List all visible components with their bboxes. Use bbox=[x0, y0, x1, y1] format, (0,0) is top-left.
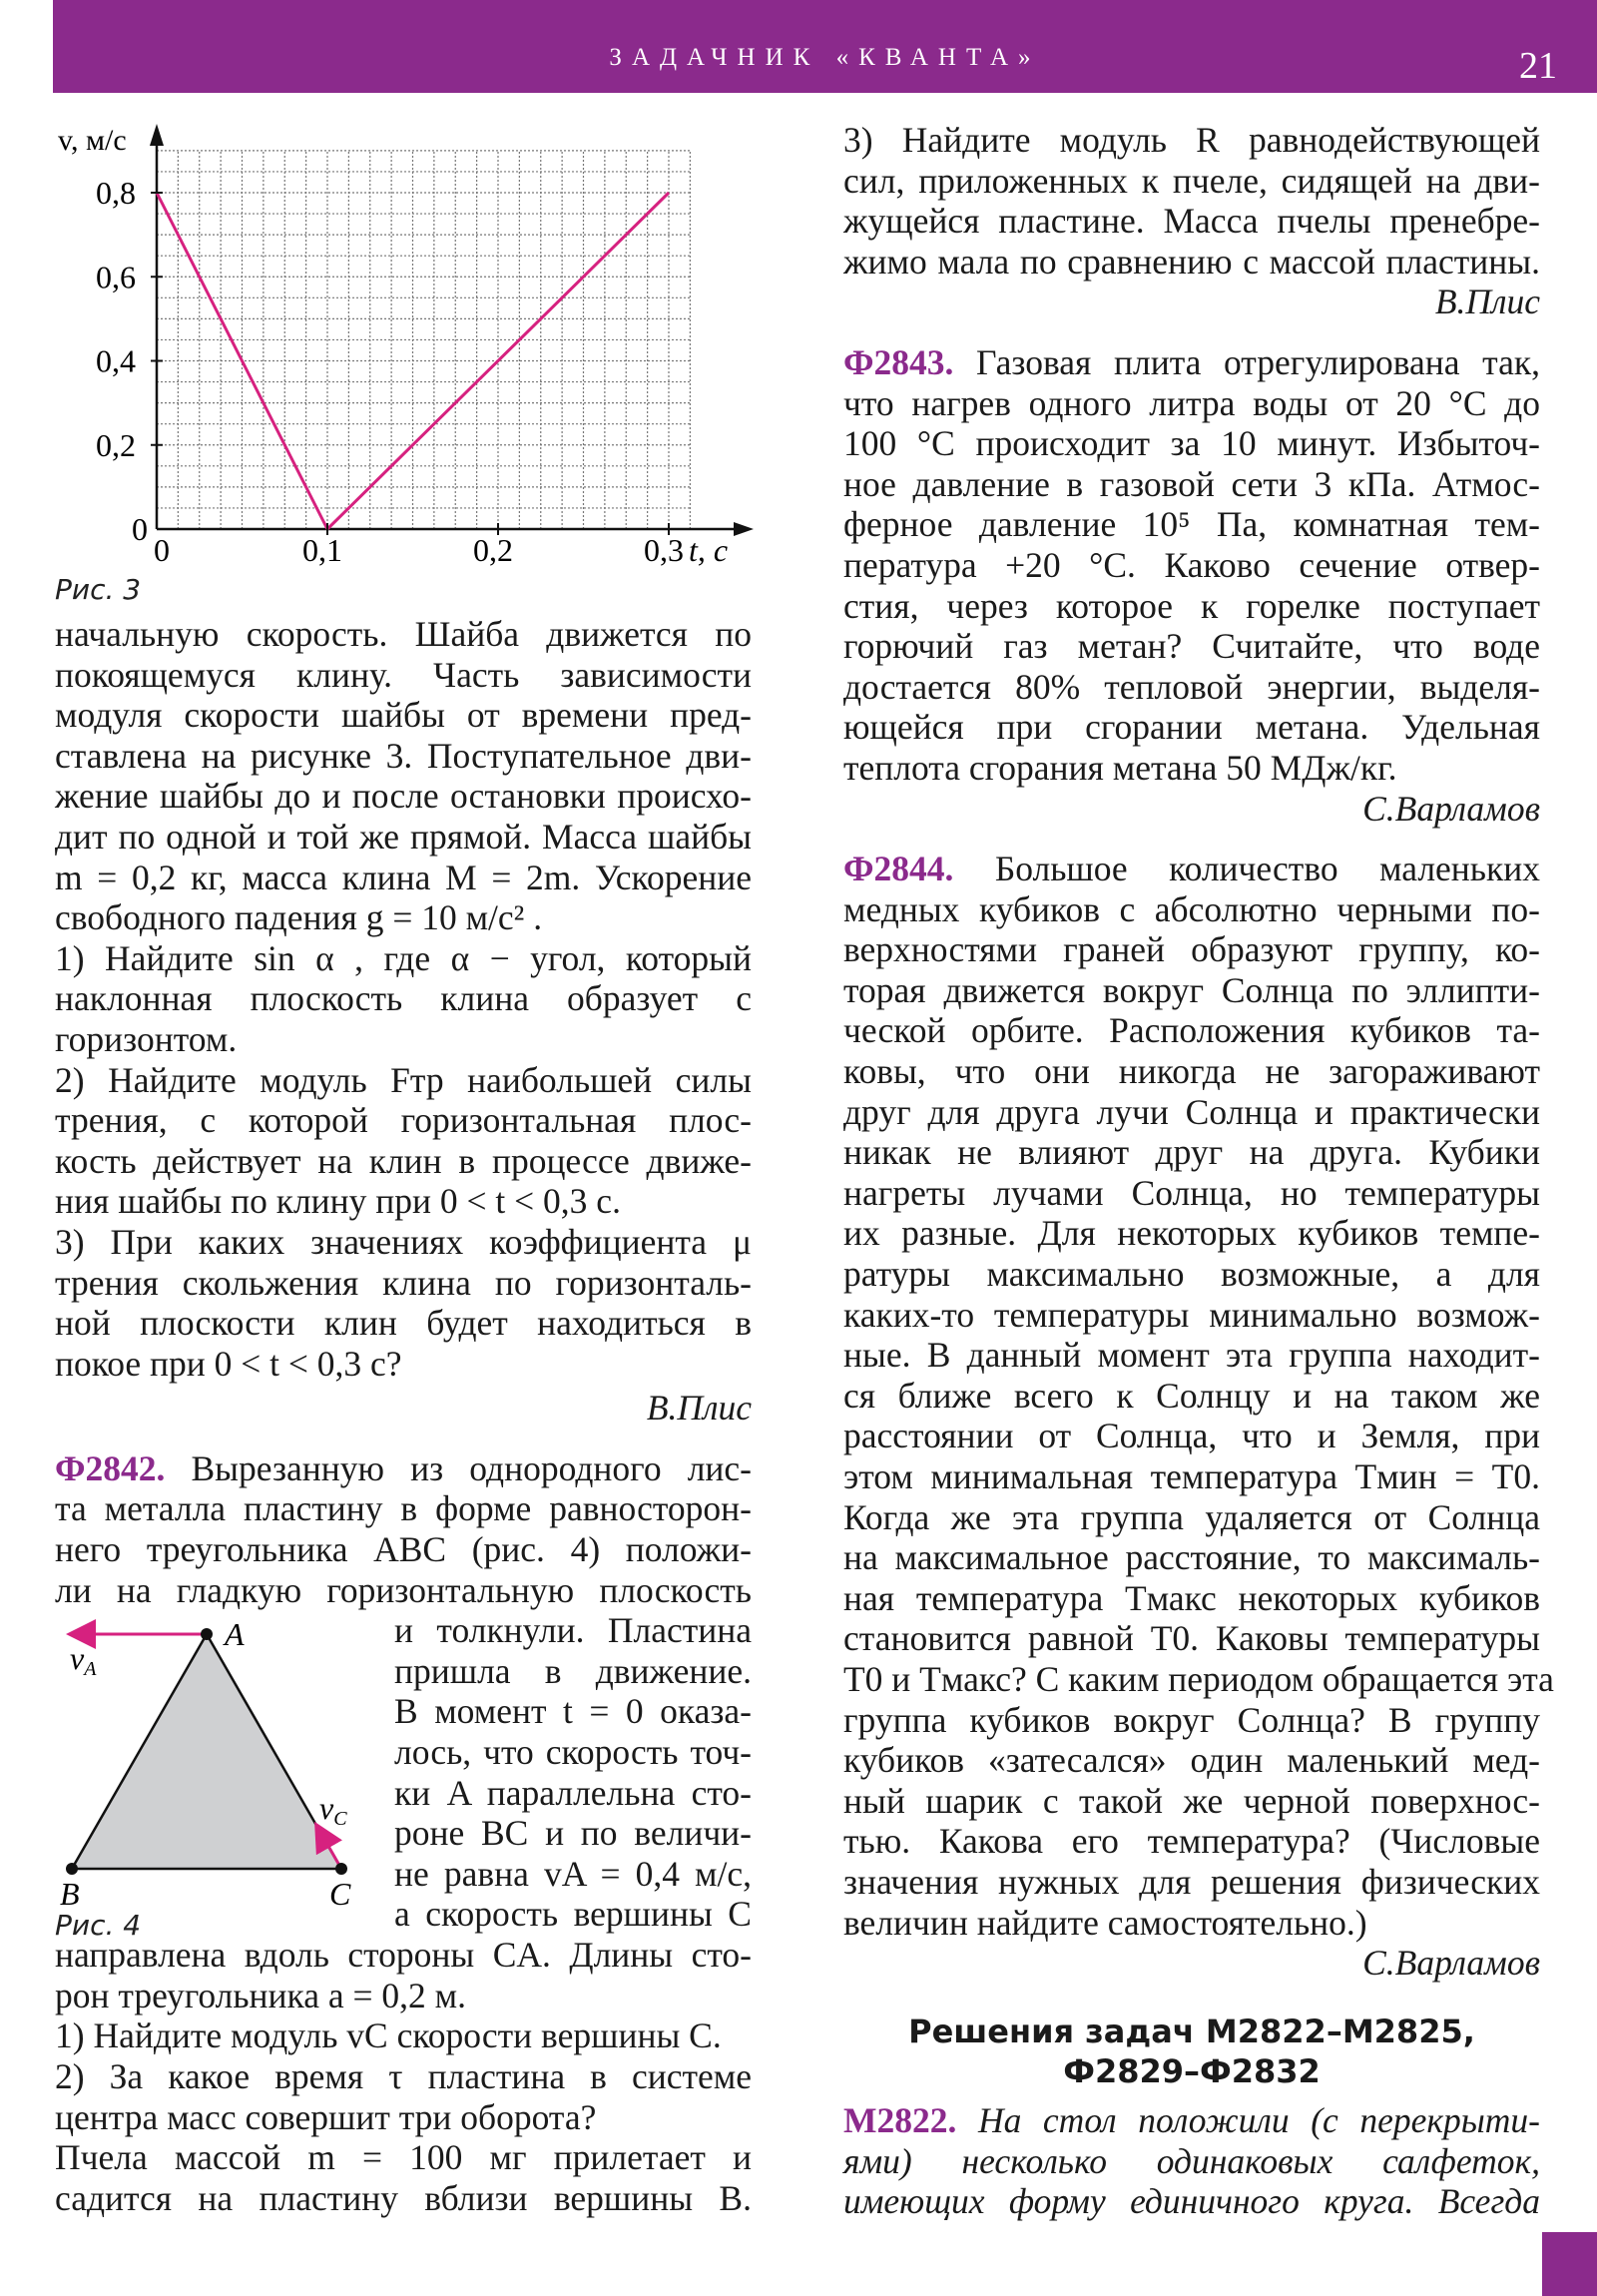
text-line: торая движется вокруг Солнца по эллипти- bbox=[843, 969, 1540, 1010]
y-tick-label: 0,2 bbox=[96, 426, 136, 463]
text-line: ющейся при сгорании метана. Удельная bbox=[843, 707, 1540, 748]
f2841-question-1 bbox=[55, 938, 752, 1060]
vector-c-label: vC bbox=[319, 1790, 347, 1830]
text-line: сил, приложенных к пчеле, сидящей на дви- bbox=[843, 160, 1540, 201]
text-line: друг для друга лучи Солнца и практически bbox=[843, 1091, 1540, 1132]
problem-m2822-text: На стол положили (с перекрыти- bbox=[956, 2100, 1540, 2140]
x-tick-label: 0,2 bbox=[473, 532, 513, 568]
problem-f2844-text-lines bbox=[843, 888, 1554, 1943]
x-tick-label: 0,1 bbox=[302, 532, 342, 568]
text-line: дит по одной и той же прямой. Масса шайбы bbox=[55, 816, 752, 857]
triangle-plate bbox=[72, 1634, 341, 1869]
text-line: теплота сгорания метана 50 МДж/кг. bbox=[843, 747, 1397, 788]
text-line: ной плоскости клин будет находиться в bbox=[55, 1303, 752, 1344]
text-line: Когда же эта группа удаляется от Солнца bbox=[843, 1496, 1540, 1537]
chart-axes bbox=[150, 124, 754, 536]
text-line: покоящемуся клину. Часть зависимости bbox=[55, 654, 752, 695]
y-axis-arrow bbox=[150, 124, 164, 146]
text-line: стия, через которое к горелке поступает bbox=[843, 585, 1540, 626]
problem-f2844-text: Большое количество маленьких bbox=[953, 849, 1540, 889]
author-signature: С.Варламов bbox=[1362, 1943, 1540, 1984]
triangle-figure bbox=[40, 1597, 419, 1937]
vertex-c-dot bbox=[335, 1863, 347, 1875]
x-axis-label: t, с bbox=[689, 532, 729, 568]
chart-grid bbox=[157, 151, 690, 529]
text-line: трения, с которой горизонтальная плос- bbox=[55, 1100, 752, 1141]
y-tick-label: 0,6 bbox=[96, 259, 136, 295]
problem-f2842-question-2 bbox=[55, 2056, 752, 2137]
page-number: 21 bbox=[1519, 45, 1557, 87]
text-line: ния шайбы по клину при 0 < t < 0,3 с. bbox=[55, 1181, 621, 1222]
author-signature: В.Плис bbox=[1434, 282, 1540, 322]
text-line: ями) несколько одинаковых салфеток, bbox=[843, 2140, 1540, 2181]
text-line: ферное давление 10⁵ Па, комнатная тем- bbox=[843, 504, 1540, 545]
text-line: не равна vA = 0,4 м/с, bbox=[394, 1853, 752, 1894]
text-line: 2) Найдите модуль Fтр наибольшей силы bbox=[55, 1059, 752, 1100]
text-line: В момент t = 0 оказа- bbox=[394, 1691, 752, 1732]
f2841-continuation bbox=[55, 614, 752, 938]
text-line: жение шайбы до и после остановки происхо- bbox=[55, 776, 752, 817]
y-tick-label: 0,8 bbox=[96, 175, 136, 211]
section-title-line-2: Ф2829–Ф2832 bbox=[1063, 2052, 1321, 2090]
text-line: ли на гладкую горизонтальную плоскость bbox=[55, 1569, 752, 1610]
text-line: медных кубиков с абсолютно черными по- bbox=[843, 888, 1540, 929]
text-line: кость действует на клин в процессе движе- bbox=[55, 1140, 752, 1181]
text-line: ный шарик с такой же черной поверхнос- bbox=[843, 1780, 1540, 1821]
problem-f2842-question-1: 1) Найдите модуль vC скорости вершины C. bbox=[55, 2015, 722, 2056]
text-line: ставлена на рисунке 3. Поступательное дви- bbox=[55, 735, 752, 776]
vertex-b-dot bbox=[66, 1863, 78, 1875]
text-line: тью. Какова его температура? (Числовые bbox=[843, 1821, 1540, 1862]
text-line: каких-то температуры минимально возмож- bbox=[843, 1294, 1540, 1335]
figure-4-caption: Рис. 4 bbox=[55, 1909, 142, 1942]
text-line: группа кубиков вокруг Солнца? В группу bbox=[843, 1699, 1540, 1740]
text-line: ная температура Tмакс некоторых кубиков bbox=[843, 1577, 1540, 1618]
text-line: что нагрев одного литра воды от 20 °С до bbox=[843, 382, 1540, 423]
author-signature: В.Плис bbox=[646, 1388, 752, 1429]
text-line: ратуры максимально возможные, а для bbox=[843, 1254, 1540, 1295]
text-line: ся ближе всего к Солнцу и на таком же bbox=[843, 1375, 1540, 1416]
text-line: а скорость вершины C bbox=[394, 1894, 752, 1935]
text-line: Пчела массой m = 100 мг прилетает и bbox=[55, 2137, 752, 2178]
problem-label-f2843: Ф2843. bbox=[843, 341, 954, 382]
vertex-c-label: C bbox=[329, 1876, 351, 1912]
text-line: садится на пластину вблизи вершины B. bbox=[55, 2177, 752, 2218]
text-line: лось, что скорость точ- bbox=[394, 1732, 752, 1773]
text-line: на максимальное расстояние, то максималь- bbox=[843, 1537, 1540, 1578]
y-axis-label: v, м/с bbox=[58, 124, 127, 157]
problem-m2822-text-lines bbox=[843, 2141, 1540, 2222]
f2841-question-3 bbox=[55, 1222, 752, 1384]
problem-f2843-text-lines bbox=[843, 383, 1540, 789]
x-tick-label: 0 bbox=[154, 532, 170, 568]
text-line: направлена вдоль стороны CA. Длины сто- bbox=[55, 1935, 752, 1976]
text-line: верхностями граней образуют группу, ко- bbox=[843, 929, 1540, 970]
text-line: T0 и Tмакс? С каким периодом обращается эта bbox=[843, 1658, 1554, 1699]
text-line: достается 80% тепловой энергии, выделя- bbox=[843, 666, 1540, 707]
problem-f2844-first-line bbox=[843, 849, 1540, 889]
running-header bbox=[53, 0, 1597, 93]
f2841-question-2 bbox=[55, 1060, 752, 1222]
solutions-section-title bbox=[843, 2011, 1540, 2091]
problem-f2842-first-line bbox=[55, 1448, 752, 1489]
text-line: жущейся пластине. Масса пчелы пренебре- bbox=[843, 201, 1540, 242]
vector-a-label: vA bbox=[70, 1640, 97, 1680]
chart-tick-labels bbox=[96, 175, 684, 568]
problem-label-f2842: Ф2842. bbox=[55, 1447, 166, 1488]
x-axis-arrow bbox=[734, 522, 754, 536]
y-tick-label: 0 bbox=[132, 511, 148, 547]
text-line: горизонтом. bbox=[55, 1018, 238, 1059]
y-tick-label: 0,4 bbox=[96, 342, 136, 379]
text-line: ное давление в газовой сети 3 кПа. Атмос- bbox=[843, 463, 1540, 504]
problem-f2842-text-after-figure bbox=[55, 1935, 752, 2015]
problem-f2842-text: Вырезанную из однородного лис- bbox=[165, 1447, 752, 1488]
text-line: него треугольника ABC (рис. 4) положи- bbox=[55, 1529, 752, 1570]
text-line: наклонная плоскость клина образует с bbox=[55, 978, 752, 1019]
problem-m2822-first-line bbox=[843, 2100, 1540, 2141]
text-line: m = 0,2 кг, масса клина M = 2m. Ускорение bbox=[55, 857, 752, 897]
text-line: рон треугольника a = 0,2 м. bbox=[55, 1975, 467, 2015]
figure-3-caption: Рис. 3 bbox=[55, 573, 142, 606]
text-line: 100 °С происходит за 10 минут. Избыточ- bbox=[843, 423, 1540, 464]
f2842-question-3 bbox=[843, 120, 1540, 282]
text-line: значения нужных для решения физических bbox=[843, 1861, 1540, 1902]
text-line: имеющих форму единичного круга. Всегда bbox=[843, 2181, 1540, 2222]
text-line: никак не влияют друг на друга. Кубики bbox=[843, 1132, 1540, 1173]
vertex-b-label: B bbox=[60, 1876, 80, 1912]
text-line: 3) При каких значениях коэффициента μ bbox=[55, 1221, 752, 1262]
page-corner-marker bbox=[1542, 2232, 1597, 2296]
problem-f2843-text: Газовая плита отрегулирована так, bbox=[953, 341, 1540, 382]
text-line: начальную скорость. Шайба движется по bbox=[55, 614, 752, 654]
problem-f2843-first-line bbox=[843, 342, 1540, 383]
problem-f2842-bee bbox=[55, 2137, 752, 2218]
author-signature: С.Варламов bbox=[1362, 788, 1540, 829]
text-line: горючий газ метан? Считайте, что воде bbox=[843, 626, 1540, 667]
text-line: трения скольжения клина по горизонталь- bbox=[55, 1262, 752, 1303]
text-line: 3) Найдите модуль R равнодействующей bbox=[843, 120, 1540, 160]
text-line: центра масс совершит три оборота? bbox=[55, 2096, 597, 2137]
text-line: жимо мала по сравнению с массой пластины. bbox=[843, 241, 1540, 282]
text-line: модуля скорости шайбы от времени пред- bbox=[55, 695, 752, 736]
problem-f2842-wrapped-text bbox=[394, 1610, 752, 1935]
journal-section-title: ЗАДАЧНИК «КВАНТА» bbox=[609, 44, 1041, 71]
text-line: кубиков «затесался» один маленький мед- bbox=[843, 1740, 1540, 1781]
problem-label-f2844: Ф2844. bbox=[843, 849, 954, 889]
left-column bbox=[55, 614, 752, 2218]
text-line: пература +20 °С. Каково сечение отвер- bbox=[843, 544, 1540, 585]
text-line: ковы, что они никогда не загораживают bbox=[843, 1051, 1540, 1092]
text-line: пришла в движение. bbox=[394, 1650, 752, 1691]
x-tick-label: 0,3 bbox=[644, 532, 684, 568]
text-line: ные. В данный момент эта группа находит- bbox=[843, 1335, 1540, 1376]
text-line: и толкнули. Пластина bbox=[394, 1610, 752, 1651]
text-line: этом минимальная температура Tмин = T0. bbox=[843, 1456, 1540, 1496]
section-title-line-1: Решения задач М2822–М2825, bbox=[908, 2012, 1475, 2050]
text-line: ки A параллельна сто- bbox=[394, 1772, 752, 1813]
right-column bbox=[843, 120, 1554, 1984]
text-line: покое при 0 < t < 0,3 с? bbox=[55, 1343, 402, 1384]
text-line: роне BC и по величи- bbox=[394, 1813, 752, 1854]
m2822-block bbox=[843, 2100, 1540, 2222]
text-line: свободного падения g = 10 м/с² . bbox=[55, 897, 543, 938]
text-line: та металла пластину в форме равносторон- bbox=[55, 1488, 752, 1529]
text-line: величин найдите самостоятельно.) bbox=[843, 1902, 1367, 1943]
text-line: 1) Найдите sin α , где α − угол, который bbox=[55, 937, 752, 978]
vertex-a-label: A bbox=[225, 1616, 245, 1652]
text-line: расстоянии от Солнца, что и Земля, при bbox=[843, 1416, 1540, 1456]
text-line: их разные. Для некоторых кубиков темпе- bbox=[843, 1213, 1540, 1254]
text-line: становится равной T0. Каковы температуры bbox=[843, 1618, 1540, 1659]
problem-f2842-text-lines bbox=[55, 1488, 752, 1610]
problem-label-m2822: М2822. bbox=[843, 2100, 957, 2140]
velocity-time-chart bbox=[40, 118, 759, 607]
text-line: 2) За какое время τ пластина в системе bbox=[55, 2056, 752, 2097]
vertex-a-dot bbox=[201, 1628, 213, 1640]
text-line: ческой орбите. Расположения кубиков та- bbox=[843, 1010, 1540, 1051]
text-line: нагреты лучами Солнца, но температуры bbox=[843, 1172, 1540, 1213]
